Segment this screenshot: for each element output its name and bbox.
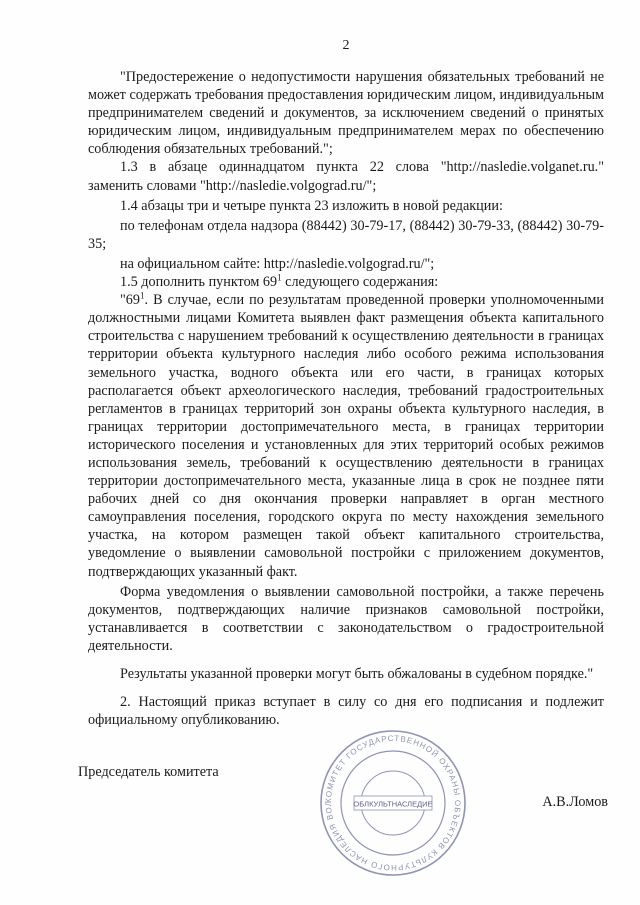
p7-text-after: . В случае, если по результатам проведенной проверки уполномоченными должностными лицами Комитета выявлен факт размещения объекта капитального строительства с нарушением требований к осуществлению деятельности в границах территории объекта культурного наследия либо особого режима использования земельного участка, водного объекта или его части, в границах которых располагается объект археологического наследия, требований градостроительных регламентов в границах территорий зон охраны объекта культурного наследия, в границах территории достопримечательного места, в границах территории исторического поселения и установленных для этих территорий особых режимов использования земель, требований к осуществлению деятельности в границах территории достопримечательного места, указанные лица в срок не позднее пяти рабочих дней со дня окончания проверки направляет в орган местного самоуправления поселения, городского округа по месту нахождения земельного участка, на котором размещен такой объект капитального строительства, уведомление о выявлении самовольной постройки с приложением документов, подтверждающих указанный факт. — [88, 292, 604, 580]
paragraph-appeal: Результаты указанной проверки могут быть обжалованы в судебном порядке." — [120, 666, 594, 682]
paragraph-phones: по телефонам отдела надзора (88442) 30-79-17, (88442) 30-79-33, (88442) 30-79-35; — [88, 217, 604, 252]
p7-superscript: 1 — [139, 290, 145, 301]
paragraph-1-3: 1.3 в абзаце одиннадцатом пункта 22 слова "http://nasledie.volganet.ru." заменить словами "http://nasledie.volgograd.ru/"; — [88, 159, 604, 194]
p6-superscript: 1 — [277, 272, 282, 283]
paragraph-notification-form: Форма уведомления о выявлении самовольной постройки, а также перечень документов, подтверждающих наличие признаков самовольной постройки, устанавливается в соответствии с законодательством о градостроительной деятельности. — [88, 583, 604, 654]
document-body — [88, 68, 604, 729]
signatory-name: А.В.Ломов — [542, 794, 608, 810]
p6-text-after: следующего содержания: — [281, 274, 439, 291]
seal-center-text: ОБЛКУЛЬТНАСЛЕДИЕ — [353, 799, 433, 809]
p7-text-before: "69 — [120, 292, 140, 309]
paragraph-1-5 — [88, 273, 604, 291]
paragraph-effective: 2. Настоящий приказ вступает в силу со дня его подписания и подлежит официальному опубликованию. — [88, 694, 604, 729]
signatory-title: Председатель комитета — [78, 764, 219, 780]
signature-block — [78, 733, 608, 894]
paragraph-1-4: 1.4 абзацы три и четыре пункта 23 изложить в новой редакции: — [120, 197, 503, 214]
paragraph-preostereженie: "Предостережение о недопустимости нарушения обязательных требований не может содержать требования предоставления юридическим лицом, индивидуальным предпринимателем сведений и документов, за исключением сведений о принятых юридическим лицом, индивидуальным предпринимателем мерах по обеспечению соблюдения обязательных требований."; — [88, 69, 604, 158]
official-seal-stamp — [318, 728, 468, 883]
seal-graphic — [318, 728, 468, 878]
paragraph-69-1 — [88, 291, 604, 581]
page-number: 2 — [342, 38, 350, 53]
seal-outer-text: КОМИТЕТ ГОСУДАРСТВЕННОЙ ОХРАНЫ ОБЪЕКТОВ КУЛЬТУРНОГО НАСЛЕДИЯ ВОЛ — [323, 733, 463, 873]
p6-text-before: 1.5 дополнить пунктом 69 — [120, 274, 278, 291]
paragraph-website: на официальном сайте: http://nasledie.volgograd.ru/"; — [120, 255, 435, 272]
